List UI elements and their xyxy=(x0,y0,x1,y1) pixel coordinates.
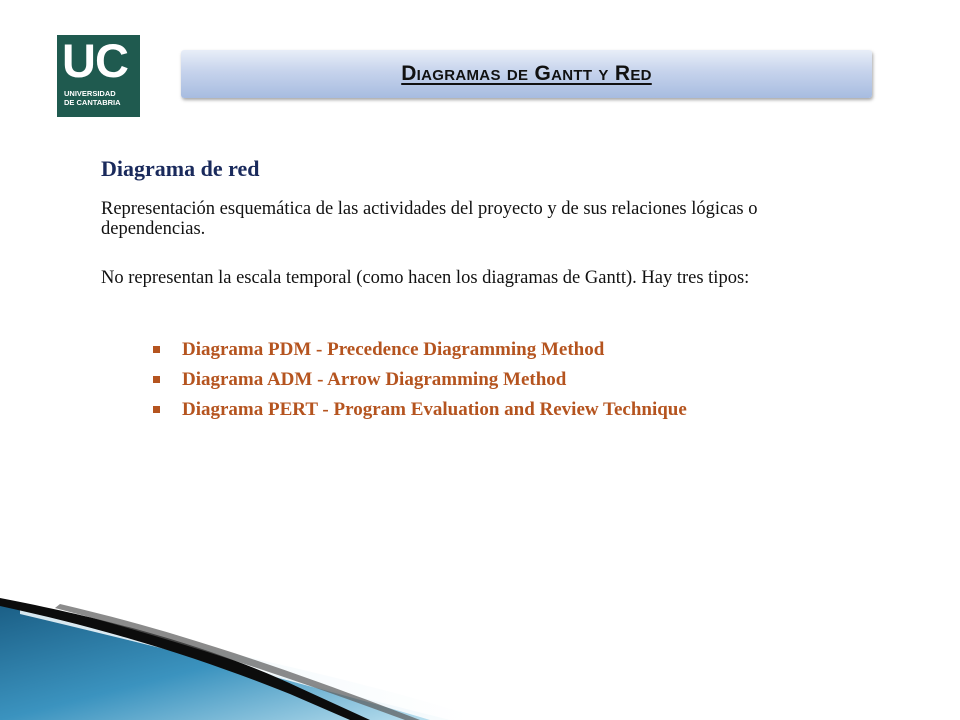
list-item xyxy=(153,335,687,365)
diagram-types-list xyxy=(153,335,687,425)
slide-title: Diagramas de Gantt y Red xyxy=(401,62,652,85)
square-bullet-icon xyxy=(153,406,160,413)
square-bullet-icon xyxy=(153,376,160,383)
logo-name-line-1: UNIVERSIDAD xyxy=(64,89,116,98)
list-item-text: Diagrama PDM - Precedence Diagramming Method xyxy=(182,339,605,360)
list-item-text: Diagrama PERT - Program Evaluation and Review Technique xyxy=(182,399,687,420)
logo-mark: UC xyxy=(62,34,128,87)
list-item xyxy=(153,365,687,395)
logo-name-line-2: DE CANTABRIA xyxy=(64,98,121,107)
square-bullet-icon xyxy=(153,346,160,353)
section-heading: Diagrama de red xyxy=(101,156,260,181)
types-paragraph: No representan la escala temporal (como hacen los diagramas de Gantt). Hay tres tipos: xyxy=(101,268,750,288)
decorative-swoosh xyxy=(0,570,960,720)
list-item xyxy=(153,395,687,425)
definition-paragraph: Representación esquemática de las actividades del proyecto y de sus relaciones lógicas o dependencias. xyxy=(101,199,758,239)
list-item-text: Diagrama ADM - Arrow Diagramming Method xyxy=(182,369,567,390)
title-bar xyxy=(181,50,872,98)
university-logo xyxy=(57,35,140,117)
